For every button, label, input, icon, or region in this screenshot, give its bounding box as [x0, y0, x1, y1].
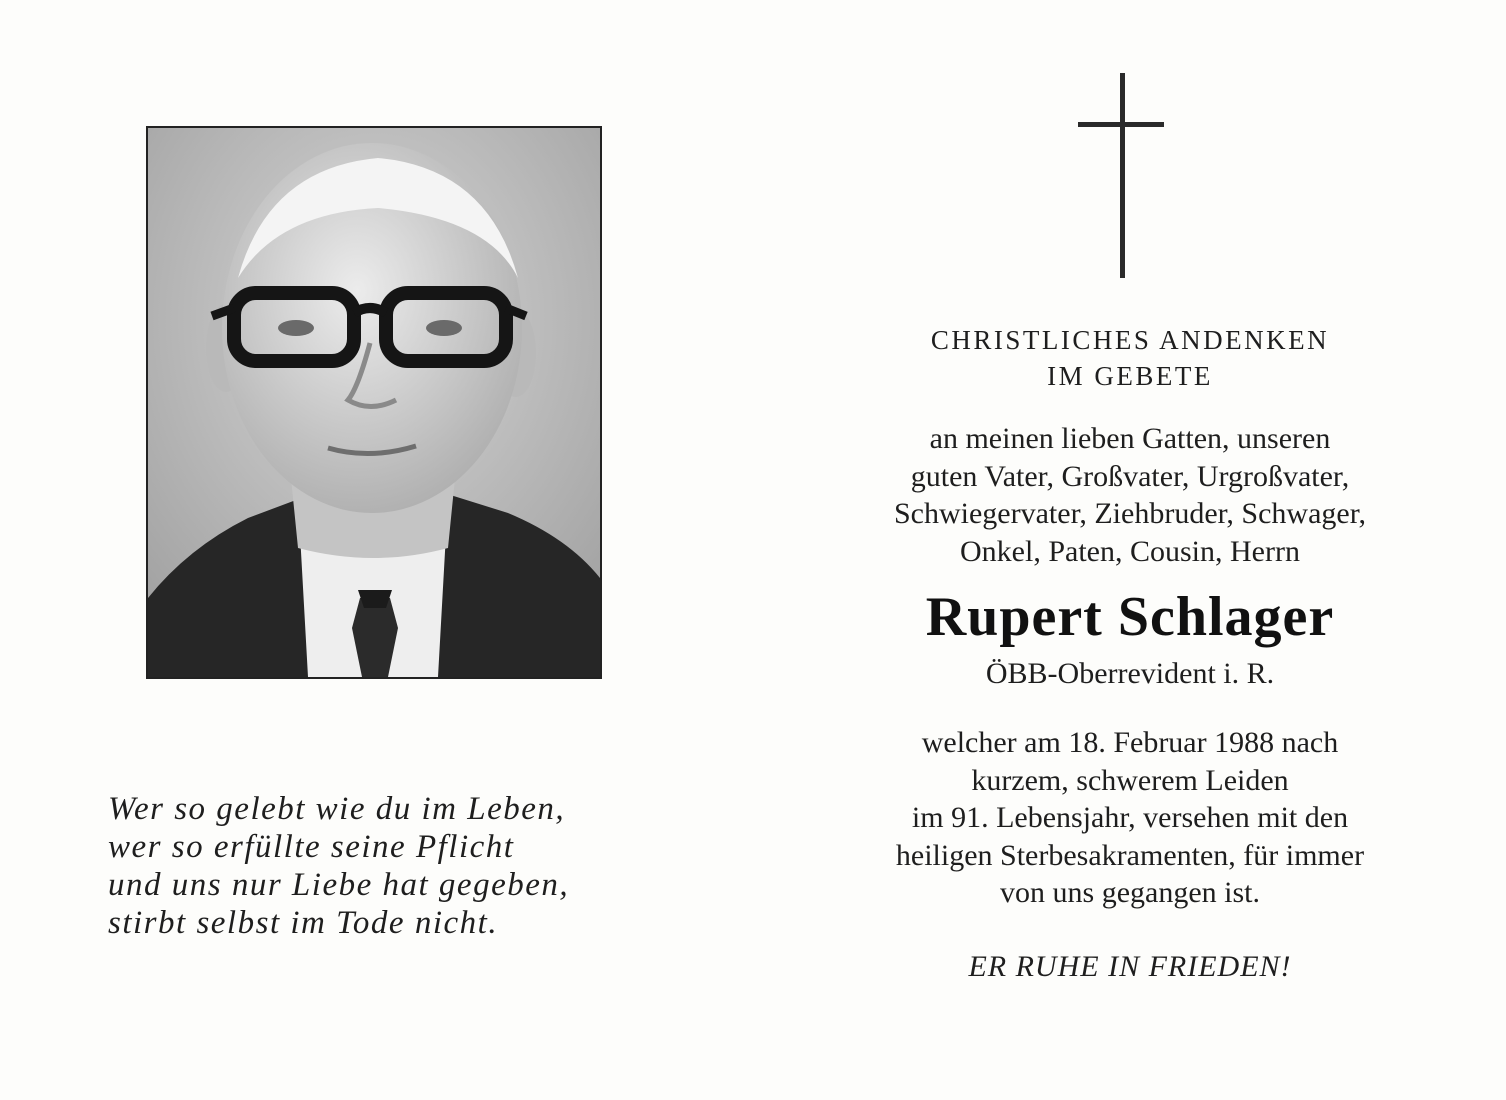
poem-line: Wer so gelebt wie du im Leben,	[108, 791, 566, 827]
intro-line: guten Vater, Großvater, Urgroßvater,	[910, 459, 1350, 493]
memorial-heading	[840, 322, 1420, 394]
heading-line: CHRISTLICHES ANDENKEN	[930, 325, 1330, 355]
intro-line: Onkel, Paten, Cousin, Herrn	[960, 534, 1300, 568]
intro-text	[840, 420, 1420, 570]
closing-phrase: ER RUHE IN FRIEDEN!	[968, 950, 1292, 983]
poem	[108, 790, 668, 942]
body-line: von uns gegangen ist.	[1000, 876, 1260, 909]
poem-line: und uns nur Liebe hat gegeben,	[108, 867, 570, 903]
portrait-illustration	[148, 128, 600, 677]
heading-line: IM GEBETE	[1047, 361, 1213, 391]
body-line: heiligen Sterbesakramenten, für immer	[895, 838, 1365, 872]
body-line: kurzem, schwerem Leiden	[971, 763, 1289, 797]
intro-line: Schwiegervater, Ziehbruder, Schwager,	[893, 497, 1367, 530]
portrait-photo	[146, 126, 602, 679]
poem-line: wer so erfüllte seine Pflicht	[108, 829, 515, 865]
body-line: welcher am 18. Februar 1988 nach	[921, 726, 1339, 759]
body-line: im 91. Lebensjahr, versehen mit den	[911, 801, 1349, 834]
death-notice-text	[840, 724, 1420, 912]
deceased-name: Rupert Schlager	[925, 586, 1335, 648]
poem-line: stirbt selbst im Tode nicht.	[108, 905, 499, 941]
deceased-title: ÖBB-Oberrevident i. R.	[985, 657, 1275, 690]
cross-icon	[1078, 73, 1164, 278]
intro-line: an meinen lieben Gatten, unseren	[929, 422, 1331, 455]
